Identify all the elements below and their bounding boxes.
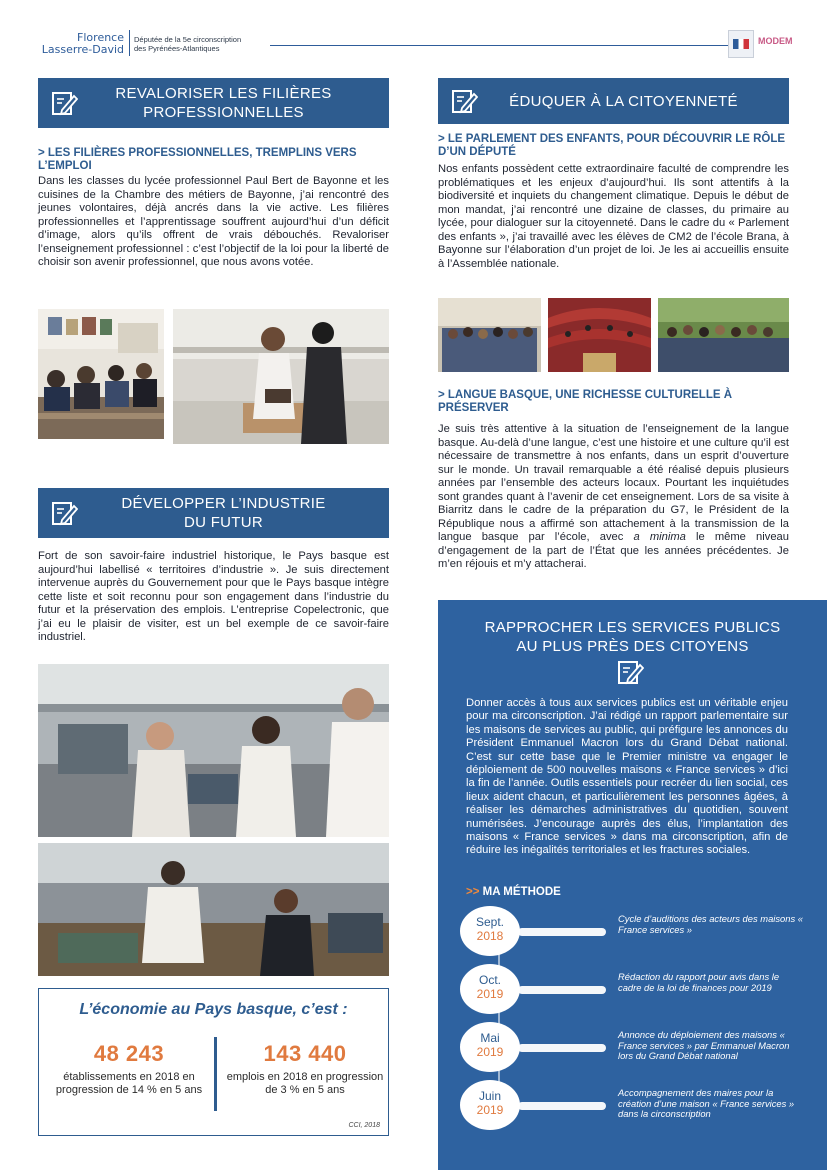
timeline-year: 2019 bbox=[476, 987, 504, 1001]
section-title-industry-line1: DÉVELOPPER L’INDUSTRIE bbox=[121, 495, 326, 512]
timeline-month: Sept. bbox=[475, 915, 505, 929]
section-banner-industry bbox=[38, 488, 389, 538]
section-banner-pro bbox=[38, 78, 389, 128]
stats-source: CCI, 2018 bbox=[348, 1122, 380, 1129]
body-basque-language-italic: a minima bbox=[633, 531, 686, 543]
page-header bbox=[38, 30, 798, 60]
pencil-note-icon bbox=[50, 499, 78, 527]
timeline-date bbox=[460, 964, 520, 1014]
assemblee-nationale-logo bbox=[728, 30, 754, 58]
subhead-basque-language: > LANGUE BASQUE, UNE RICHESSE CULTURELLE À PRÉSERVER bbox=[438, 389, 733, 414]
timeline-item bbox=[460, 1080, 800, 1132]
photo-kitchen bbox=[173, 309, 389, 444]
photo-factory-workshop bbox=[38, 843, 389, 976]
section-title-citizen: ÉDUQUER À LA CITOYENNETÉ bbox=[509, 92, 738, 110]
timeline-item bbox=[460, 1022, 800, 1074]
deputy-name bbox=[38, 32, 124, 56]
timeline-text: Rédaction du rapport pour avis dans le cadre de la loi de finances pour 2019 bbox=[618, 971, 780, 993]
party-logo bbox=[758, 30, 793, 58]
logo-divider bbox=[129, 30, 130, 56]
photo-assembly-hemicycle bbox=[548, 298, 651, 372]
timeline-date bbox=[460, 1022, 520, 1072]
deputy-first-name: Florence bbox=[77, 31, 124, 44]
timeline-year: 2019 bbox=[476, 1103, 504, 1117]
body-pro: Dans les classes du lycée professionnel Paul Bert de Bayonne et les cuisines de la Chambre des métiers de Bayonne, j’ai rencontré des jeunes volontaires, déjà ancrés dans la vie active. Les filières professionnelles et l’apprentissage souffrent aujourd’hui d’un déficit d’image, alors qu’ils offrent de vrais débouchés. Revaloriser l’enseignement professionnel : c’est l’objectif de la loi pour la liberté de choisir son avenir professionnel, que nous avons votée. bbox=[38, 175, 389, 268]
timeline-month: Oct. bbox=[478, 973, 501, 987]
panel-title bbox=[438, 618, 827, 656]
body-basque-language-part2: le même niveau d’engagement de la part de l’État que les années précédentes. Je m’en réjouis et m’y attacherai. bbox=[438, 531, 789, 570]
timeline-year: 2019 bbox=[476, 1045, 504, 1059]
body-basque-language bbox=[438, 423, 789, 572]
pencil-note-icon bbox=[450, 87, 478, 115]
body-children-parliament: Nos enfants possèdent cette extraordinaire faculté de comprendre les problématiques et les enjeux d’aujourd’hui. Ils sont attentifs à la biodiversité et inquiets du changement climatique. Depuis le début de mon mandat, j’ai rencontré une dizaine de classes, du primaire au lycée, pour dialoguer sur la citoyenneté. Dans le cadre du « Parlement des enfants », j’ai travaillé avec les élèves de CM2 de l’école Brana, à Bayonne sur l’élaboration d’un projet de loi. Je les ai accueillis ensuite à l’Assemblée nationale. bbox=[438, 163, 789, 270]
header-rule bbox=[270, 45, 730, 46]
panel-title-line2: AU PLUS PRÈS DES CITOYENS bbox=[516, 638, 749, 655]
deputy-subtitle bbox=[134, 35, 284, 53]
timeline-text: Cycle d’auditions des acteurs des maisons « France services » bbox=[618, 913, 803, 935]
timeline-connector bbox=[518, 928, 606, 936]
method-title bbox=[466, 886, 561, 898]
deputy-last-name: Lasserre-David bbox=[41, 43, 124, 56]
photo-classroom bbox=[38, 309, 164, 439]
section-banner-citizen bbox=[438, 78, 789, 124]
method-arrow: >> bbox=[466, 886, 480, 898]
section-title-pro-line1: REVALORISER LES FILIÈRES bbox=[115, 85, 332, 102]
section-title-industry bbox=[78, 494, 389, 532]
timeline-month: Mai bbox=[480, 1031, 500, 1045]
pencil-note-icon bbox=[50, 89, 78, 117]
timeline-month: Juin bbox=[478, 1089, 501, 1103]
timeline-item bbox=[460, 906, 803, 958]
timeline-item bbox=[460, 964, 800, 1016]
photo-students-group bbox=[438, 298, 541, 372]
panel-title-line1: RAPPROCHER LES SERVICES PUBLICS bbox=[484, 619, 781, 636]
public-services-panel bbox=[438, 600, 827, 1170]
stat-jobs bbox=[225, 1041, 385, 1097]
panel-body: Donner accès à tous aux services publics est un véritable enjeu pour ma circonscription. J’ai rédigé un rapport parlementaire sur les maisons de services au public, qui préfigure les annonces du Président Emmanuel Macron lors du Grand Débat national. C’est sur cette base que le Premier ministre va engager le déploiement de 500 nouvelles maisons « France services » d’ici la fin de l’année. Outils essentiels pour recréer du lien social, ces lieux aident chacun, et particulièrement les personnes âgées, à réaliser les démarches administratives du quotidien, souvent numérisées. J’encourage auprès des élus, l’implantation des maisons « France services » dans ma circonscription, afin de réduire les inégalités territoriales et les fractures sociales. bbox=[466, 697, 788, 857]
timeline-year: 2018 bbox=[476, 929, 504, 943]
deputy-subtitle-line2: des Pyrénées-Atlantiques bbox=[134, 44, 220, 53]
subhead-pro: > LES FILIÈRES PROFESSIONNELLES, TREMPLINS VERS L’EMPLOI bbox=[38, 147, 357, 172]
stat-jobs-label: emplois en 2018 en progression de 3 % en 5 ans bbox=[226, 1071, 384, 1096]
economy-stats-box bbox=[38, 988, 389, 1136]
stat-jobs-number: 143 440 bbox=[263, 1041, 347, 1066]
stats-title: L’économie au Pays basque, c’est : bbox=[79, 1001, 348, 1018]
body-basque-language-part1: Je suis très attentive à la situation de l’enseignement de la langue basque. Au-delà d’une langue, c’est une histoire et une culture qu’il est nécessaire de transmettre à nos enfants, dans un esprit d’ouverture sur le monde. Un travail remarquable a été réalisé depuis plusieurs années par l’ensemble des acteurs locaux. Pourtant les inquiétudes sont grandes quant à l’avenir de cet enseignement. Lors de sa visite à Biarritz dans le cadre de la préparation du G7, le Président de la République nous a affirmé son attachement à la transmission de la langue basque par l’école, avec bbox=[438, 423, 789, 543]
timeline-connector bbox=[518, 986, 606, 994]
timeline-text: Accompagnement des maires pour la création d’une maison « France services » dans la circonscription bbox=[618, 1087, 795, 1119]
timeline-text: Annonce du déploiement des maisons « France services » par Emmanuel Macron lors du Grand Débat national bbox=[618, 1029, 790, 1061]
photo-factory-visit bbox=[38, 664, 389, 837]
timeline-connector bbox=[518, 1102, 606, 1110]
section-title-industry-line2: DU FUTUR bbox=[183, 514, 264, 531]
party-logo-label: MODEM bbox=[758, 36, 793, 46]
stat-establishments-number: 48 243 bbox=[93, 1041, 165, 1066]
body-industry: Fort de son savoir-faire industriel historique, le Pays basque est aujourd’hui labellisé « territoires d’industrie ». Je suis directement intervenue auprès du Gouvernement pour que le Pays basque intègre cette liste et soit reconnu pour son engagement dans l’industrie du futur et la préservation des emplois. L’entreprise Copelectronic, que j’ai eu le plaisir de visiter, est un bel exemple de ce savoir-faire industriel. bbox=[38, 550, 389, 643]
section-title-pro bbox=[78, 84, 389, 122]
timeline-date bbox=[460, 906, 520, 956]
stat-establishments-label: établissements en 2018 en progression de 14 % en 5 ans bbox=[55, 1071, 203, 1096]
timeline-date bbox=[460, 1080, 520, 1130]
photo-students-outdoor bbox=[658, 298, 789, 372]
section-title-pro-line2: PROFESSIONNELLES bbox=[143, 104, 304, 121]
stats-divider bbox=[214, 1037, 217, 1111]
subhead-children-parliament: > LE PARLEMENT DES ENFANTS, POUR DÉCOUVRIR LE RÔLE D’UN DÉPUTÉ bbox=[438, 133, 786, 158]
timeline-connector bbox=[518, 1044, 606, 1052]
stat-establishments bbox=[49, 1041, 209, 1097]
deputy-subtitle-line1: Députée de la 5e circonscription bbox=[134, 35, 242, 44]
method-title-label: MA MÉTHODE bbox=[482, 886, 561, 898]
pencil-note-icon bbox=[616, 658, 644, 686]
